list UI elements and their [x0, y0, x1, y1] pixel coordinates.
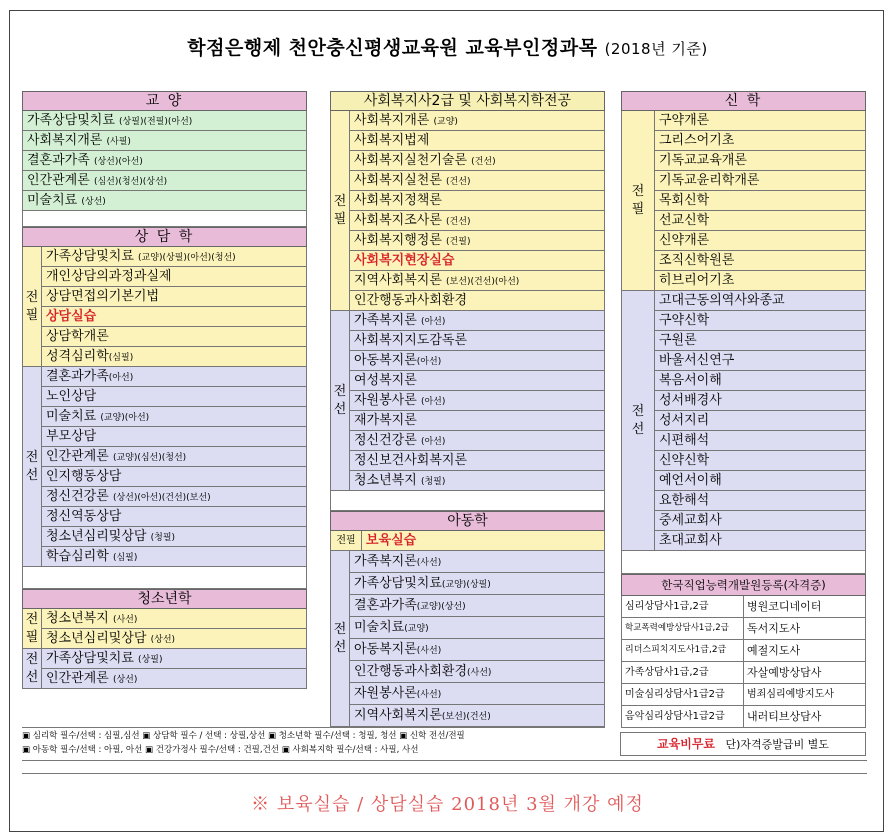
list-item: 결혼과가족 (상선)(아선): [22, 151, 307, 171]
list-item: 성서지리: [655, 411, 866, 431]
list-item: 학습심리학 (심필): [42, 547, 307, 567]
footer-notice: ※ 보육실습 / 상담실습 2018년 3월 개강 예정: [251, 794, 644, 815]
list-item: 사회복지조사론 (건선): [350, 211, 605, 231]
cert-cell: 예절지도사: [744, 640, 866, 662]
cert-cell: 미술심리상담사1급2급: [621, 684, 744, 706]
list-item: 사회복지개론 (사필): [22, 131, 307, 151]
legend-line: ▣ 심리학 필수/선택 : 심필,심선 ▣ 상담학 필수 / 선택 : 상필,상선 ▣ 청소년학 필수/선택 : 청필, 청선 ▣ 신학 전선/전필: [22, 731, 465, 741]
list-item: 아동복지론(사선): [350, 639, 605, 661]
cert-cell: 자살예방상담사: [744, 662, 866, 684]
table-row: [621, 684, 866, 706]
youth-header: 청소년학: [22, 589, 307, 609]
section-label: 전선: [330, 311, 350, 491]
list-item: 자원봉사론 (아선): [350, 391, 605, 411]
spacer: [22, 567, 307, 589]
list-item: 사회복지법제: [350, 131, 605, 151]
cert-table: [621, 596, 866, 728]
spacer: [621, 551, 866, 574]
list-item: 부모상담: [42, 427, 307, 447]
cert-cell: 병원코디네이터: [744, 596, 866, 618]
cert-cell: 심리상담사1급,2급: [621, 596, 744, 618]
child-header: 아동학: [330, 511, 605, 531]
list-item-highlight: 보육실습: [362, 531, 605, 551]
fee-note: 교육비무료 단)자격증발급비 별도: [620, 732, 866, 756]
list-item: 청소년복지 (청필): [350, 471, 605, 491]
list-item: 조직신학원론: [655, 251, 866, 271]
list-item: 지역사회복지론 (보선)(건선)(아선): [350, 271, 605, 291]
list-item: 예언서이해: [655, 471, 866, 491]
table-row: [621, 618, 866, 640]
divider: [22, 727, 605, 728]
list-item: 사회복지정책론: [350, 191, 605, 211]
theology-required: [621, 111, 866, 291]
table-row: [621, 640, 866, 662]
list-item: 요한해석: [655, 491, 866, 511]
liberal-list: [22, 111, 307, 211]
spacer: [330, 491, 605, 511]
list-item: 신약개론: [655, 231, 866, 251]
list-item: 결혼과가족(아선): [42, 367, 307, 387]
counseling-header: 상 담 학: [22, 227, 307, 247]
page-title: 학점은행제 천안충신평생교육원 교육부인정과목 (2018년 기준): [187, 37, 708, 59]
list-item: 가족상담및치료 (상필): [42, 649, 307, 669]
list-item: 기독교교육개론: [655, 151, 866, 171]
list-item: 자원봉사론(사선): [350, 683, 605, 705]
list-item: 인간행동과사회환경: [350, 291, 605, 311]
list-item: 복음서이해: [655, 371, 866, 391]
divider: [22, 773, 867, 774]
list-item: 가족상담및치료(교양)(상필): [350, 573, 605, 595]
list-item: 구약신학: [655, 311, 866, 331]
cert-cell: 범죄심리예방지도사: [744, 684, 866, 706]
list-item: 구약개론: [655, 111, 866, 131]
list-item: 인간관계론 (심선)(청선)(상선): [22, 171, 307, 191]
list-item: 인간행동과사회환경(사선): [350, 661, 605, 683]
cert-cell: 음악심리상담사1급2급: [621, 706, 744, 728]
list-item: 사회복지개론 (교양): [350, 111, 605, 131]
social-header: 사회복지사2급 및 사회복지학전공: [330, 91, 605, 111]
list-item: 가족상담및치료 (상필)(전필)(아선): [22, 111, 307, 131]
section-label: 전선: [22, 649, 42, 689]
list-item: 아동복지론(아선): [350, 351, 605, 371]
liberal-header: 교 양: [22, 91, 307, 111]
theology-elective: [621, 291, 866, 551]
social-elective: [330, 311, 605, 491]
list-item: 개인상담의과정과실제: [42, 267, 307, 287]
list-item: 사회복지지도감독론: [350, 331, 605, 351]
section-label: 전필: [330, 111, 350, 311]
section-label: 전필: [22, 609, 42, 649]
list-item: 사회복지행정론 (건필): [350, 231, 605, 251]
list-item: 정신보건사회복지론: [350, 451, 605, 471]
child-required: [330, 531, 605, 551]
list-item: 결혼과가족(교양)(상선): [350, 595, 605, 617]
list-item: 가족복지론 (아선): [350, 311, 605, 331]
section-label: 전필: [621, 111, 655, 291]
list-item: 성서배경사: [655, 391, 866, 411]
list-item: 선교신학: [655, 211, 866, 231]
cert-cell: 내러티브상담사: [744, 706, 866, 728]
youth-elective: [22, 649, 307, 689]
list-item: 미술치료 (교양)(아선): [42, 407, 307, 427]
list-item: 재가복지론: [350, 411, 605, 431]
counseling-elective: [22, 367, 307, 567]
list-item: 정신건강론 (아선): [350, 431, 605, 451]
list-item: 신약신학: [655, 451, 866, 471]
list-item: 인간관계론 (교양)(심선)(청선): [42, 447, 307, 467]
list-item: 가족복지론(사선): [350, 551, 605, 573]
right-column: [621, 91, 866, 728]
list-item: 미술치료 (상선): [22, 191, 307, 211]
list-item: 목회신학: [655, 191, 866, 211]
cert-header: 한국직업능력개발원등록(자격증): [621, 574, 866, 596]
list-item: 청소년복지 (사선): [42, 609, 307, 629]
list-item: 청소년심리및상담 (청필): [42, 527, 307, 547]
list-item: 여성복지론: [350, 371, 605, 391]
legend-notes: [22, 729, 604, 759]
list-item: 인간관계론 (상선): [42, 669, 307, 689]
table-row: [621, 596, 866, 618]
counseling-required: [22, 247, 307, 367]
legend-line: ▣ 아동학 필수/선택 : 아필, 아선 ▣ 건강가정사 필수/선택 : 건필,건선 ▣ 사회복지학 필수/선택 : 사필, 사선: [22, 745, 419, 755]
cert-cell: 학교폭력예방상담사1급,2급: [621, 618, 744, 640]
table-row: [621, 706, 866, 728]
youth-required: [22, 609, 307, 649]
cert-cell: 독서지도사: [744, 618, 866, 640]
list-item: 시편해석: [655, 431, 866, 451]
table-row: [621, 662, 866, 684]
list-item: 정신건강론 (상선)(아선)(건선)(보선): [42, 487, 307, 507]
section-label: 전선: [22, 367, 42, 567]
section-label: 전필: [22, 247, 42, 367]
list-item: 고대근동의역사와종교: [655, 291, 866, 311]
cert-cell: 리더스피치지도사1급,2급: [621, 640, 744, 662]
section-label: 전선: [330, 551, 350, 727]
list-item: 사회복지실천기술론 (건선): [350, 151, 605, 171]
list-item: 지역사회복지론(보선)(건선): [350, 705, 605, 727]
middle-column: [330, 91, 605, 727]
list-item-highlight: 사회복지현장실습: [350, 251, 605, 271]
list-item: 사회복지실천론 (건선): [350, 171, 605, 191]
list-item: 미술치료(교양): [350, 617, 605, 639]
list-item: 히브리어기초: [655, 271, 866, 291]
list-item: 인지행동상담: [42, 467, 307, 487]
social-required: [330, 111, 605, 311]
list-item: 구원론: [655, 331, 866, 351]
divider: [22, 760, 867, 761]
section-label: 전선: [621, 291, 655, 551]
list-item: 정신역동상담: [42, 507, 307, 527]
left-column: [22, 91, 307, 689]
spacer: [22, 211, 307, 227]
list-item: 초대교회사: [655, 531, 866, 551]
child-elective: [330, 551, 605, 727]
list-item: 상담학개론: [42, 327, 307, 347]
list-item: 그리스어기초: [655, 131, 866, 151]
list-item: 바울서신연구: [655, 351, 866, 371]
list-item: 성격심리학(심필): [42, 347, 307, 367]
list-item: 청소년심리및상담 (상선): [42, 629, 307, 649]
theology-header: 신 학: [621, 91, 866, 111]
list-item-highlight: 상담실습: [42, 307, 307, 327]
cert-cell: 가족상담사1급,2급: [621, 662, 744, 684]
list-item: 노인상담: [42, 387, 307, 407]
list-item: 중세교회사: [655, 511, 866, 531]
section-label: 전필: [330, 531, 362, 551]
list-item: 상담면접의기본기법: [42, 287, 307, 307]
list-item: 가족상담및치료 (교양)(상필)(아선)(청선): [42, 247, 307, 267]
list-item: 기독교윤리학개론: [655, 171, 866, 191]
